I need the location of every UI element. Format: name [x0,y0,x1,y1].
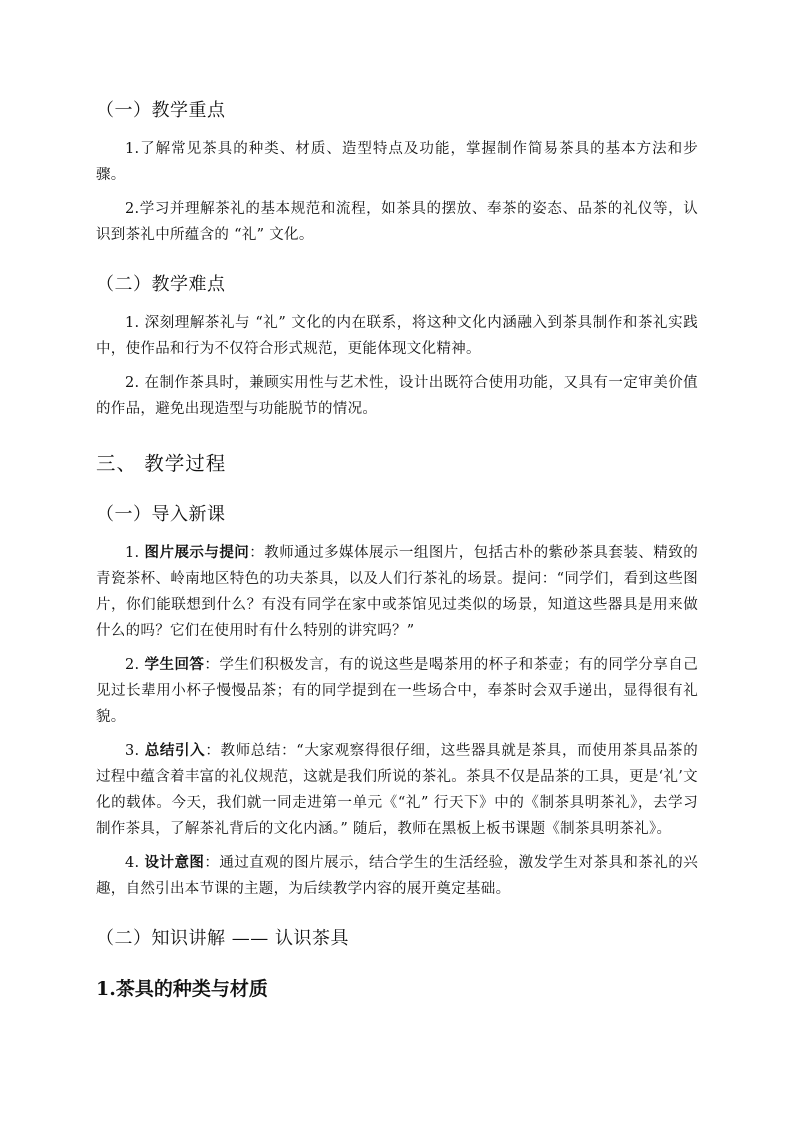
intro-step-4-label: 设计意图 [144,854,205,871]
key-point-1: 1.了解常见茶具的种类、材质、造型特点及功能，掌握制作简易茶具的基本方法和步骤。 [96,141,698,183]
section-heading-knowledge: （二）知识讲解 —— 认识茶具 [96,928,349,949]
section-heading-difficulties: （二）教学难点 [96,274,226,295]
intro-step-4-num: 4. [125,855,145,871]
intro-step-2-label: 学生回答 [144,656,205,673]
intro-step-1-num: 1. [125,545,145,561]
section-heading-types: 1.茶具的种类与材质 [96,978,268,1000]
intro-step-1-text: ：教师通过多媒体展示一组图片，包括古朴的紫砂茶具套装、精致的青瓷茶杯、岭南地区特色的功夫茶具，以及人们行茶礼的场景。提问：“同学们，看到这些图片，你们能联想到什么？有没有同学在家中或茶馆见过类似的场景，知道这些器具是用来做什么的吗？它们在使用时有什么特别的讲究吗？” [96,545,699,639]
section-heading-intro: （一）导入新课 [96,504,226,525]
intro-step-3-label: 总结引入 [144,742,206,759]
intro-step-2-num: 2. [125,657,145,673]
difficulty-2: 2. 在制作茶具时，兼顾实用性与艺术性，设计出既符合使用功能，又具有一定审美价值的作品，避免出现造型与功能脱节的情况。 [96,375,698,417]
intro-step-2 [96,652,698,730]
intro-step-3 [96,738,698,842]
intro-step-4 [96,850,698,902]
difficulty-1: 1. 深刻理解茶礼与 “礼” 文化的内在联系，将这种文化内涵融入到茶具制作和茶礼实践中，使作品和行为不仅符合形式规范，更能体现文化精神。 [96,315,698,357]
document-page [96,88,698,1001]
section-heading-process: 三、 教学过程 [96,452,227,475]
intro-step-3-text: ：教师总结：“大家观察得很仔细，这些器具就是茶具，而使用茶具品茶的过程中蕴含着丰富的礼仪规范，这就是我们所说的茶礼。茶具不仅是品茶的工具，更是‘礼’文化的载体。今天，我们就一同走进第一单元《“礼” 行天下》中的《制茶具明茶礼》，去学习制作茶具，了解茶礼背后的文化内涵。” 随后，教师在黑板上板书课题《制茶具明茶礼》。 [96,743,699,837]
intro-step-1 [96,540,698,644]
intro-step-1-label: 图片展示与提问 [144,544,250,561]
section-heading-key-points: （一）教学重点 [96,100,226,121]
key-point-2: 2.学习并理解茶礼的基本规范和流程，如茶具的摆放、奉茶的姿态、品茶的礼仪等，认识到茶礼中所蕴含的 “礼” 文化。 [96,201,698,243]
intro-step-4-text: ：通过直观的图片展示，结合学生的生活经验，激发学生对茶具和茶礼的兴趣，自然引出本节课的主题，为后续教学内容的展开奠定基础。 [96,855,699,897]
intro-step-3-num: 3. [125,743,145,759]
intro-step-2-text: ：学生们积极发言，有的说这些是喝茶用的杯子和茶壶；有的同学分享自己见过长辈用小杯子慢慢品茶；有的同学提到在一些场合中，奉茶时会双手递出，显得很有礼貌。 [96,657,699,725]
